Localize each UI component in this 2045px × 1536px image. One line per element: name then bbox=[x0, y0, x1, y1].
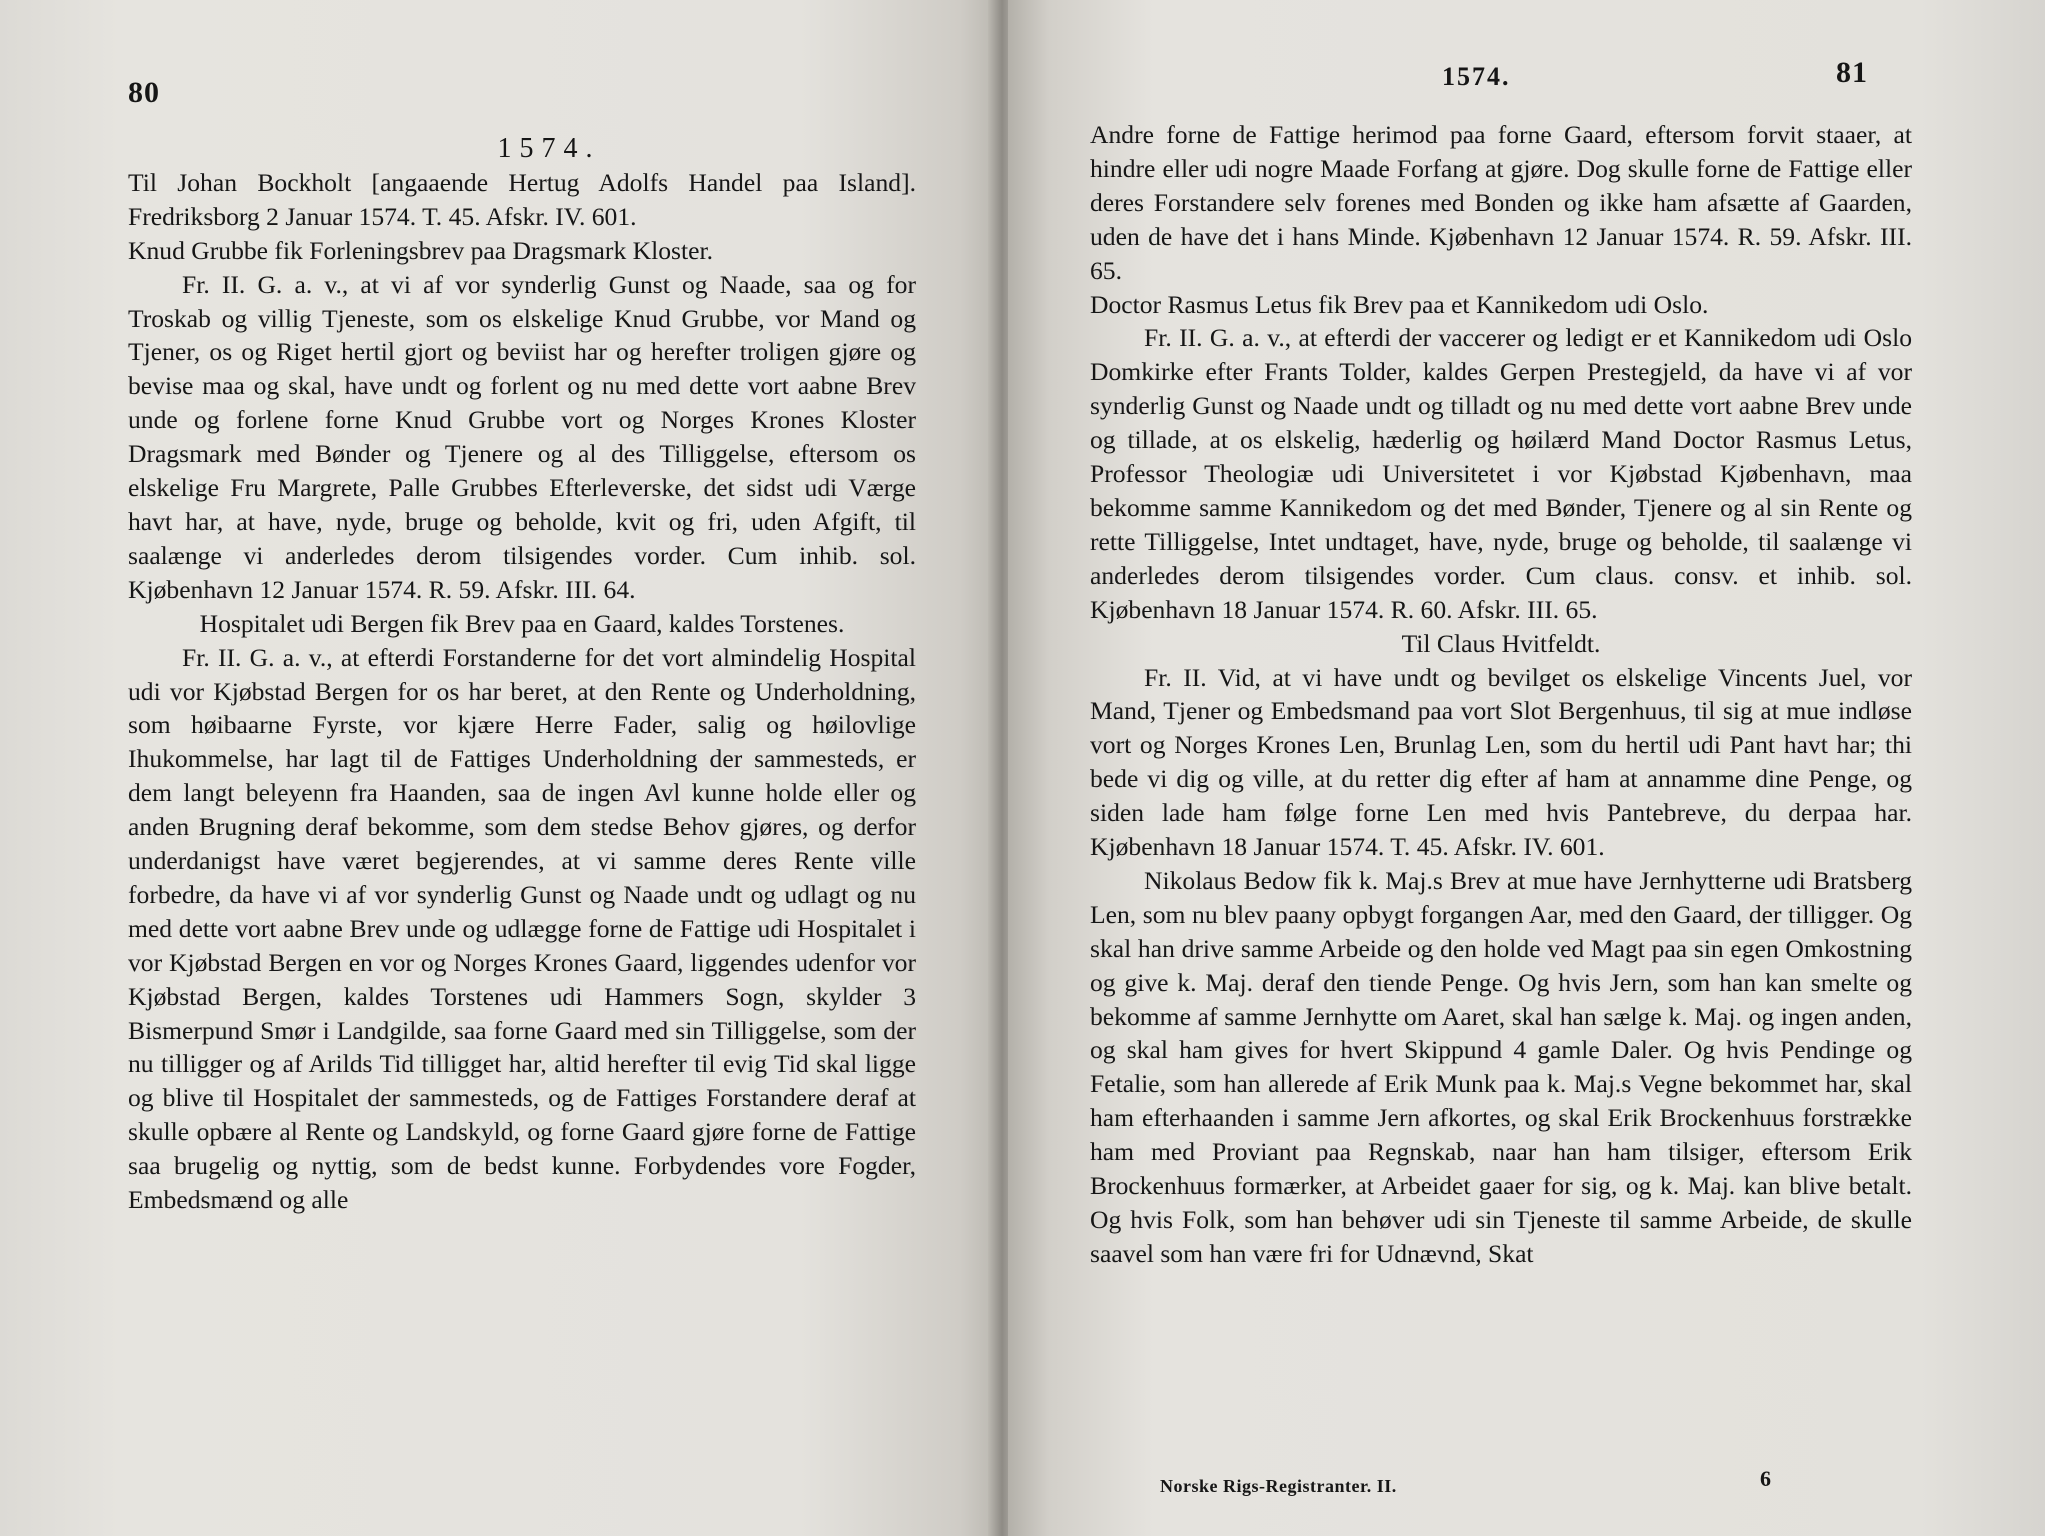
right-page-text bbox=[1090, 118, 1912, 1271]
entry-heading-centered: Hospitalet udi Bergen fik Brev paa en Gaard, kaldes Torstenes. bbox=[199, 608, 845, 638]
signature-mark: 6 bbox=[1760, 1466, 1771, 1491]
section-year-heading: 1574. bbox=[497, 133, 601, 164]
entry-heading-centered: Til Claus Hvitfeldt. bbox=[1401, 628, 1601, 658]
left-page-number: 80 bbox=[128, 76, 160, 109]
entry-body: Nikolaus Bedow fik k. Maj.s Brev at mue have Jernhytterne udi Bratsberg Len, som nu blev paany opbygt forgangen Aar, med den Gaard, der tilligger. Og skal han drive samme Arbeide og den holde ved Magt paa sin egen Omkostning og give k. Maj. deraf den tiende Penge. Og hvis Jern, som han kan smelte og bekomme af samme Jernhytte om Aaret, skal han sælge k. Maj. og ingen anden, og skal ham gives for hvert Skippund 4 gamle Daler. Og hvis Pendinge og Fetalie, som han allerede af Erik Munk paa k. Maj.s Vegne bekommet har, skal ham efterhaanden i samme Jern afkortes, og skal Erik Brockenhuus forstrække ham med Proviant paa Regnskab, naar han ham tilsiger, eftersom Erik Brockenhuus formærker, at Arbeidet gaaer for sig, og k. Maj. kan blive betalt. Og hvis Folk, som han behøver udi sin Tjeneste til samme Arbeide, de skulle saavel som han være fri for Udnævnd, Skat bbox=[1090, 865, 1912, 1268]
footer-signature-line: Norske Rigs-Registranter. II. bbox=[1160, 1476, 1397, 1496]
entry-body: Fr. II. Vid, at vi have undt og bevilget os elskelige Vincents Juel, vor Mand, Tjener og Embedsmand paa vort Slot Bergenhuus, til sig at mue indløse vort og Norges Krones Len, Brunlag Len, som du hertil udi Pant havt har; thi bede vi dig og ville, at du retter dig efter af ham at annamme dine Penge, og siden lade ham følge forne Len med hvis Pantebreve, du derpaa har. Kjøbenhavn 18 Januar 1574. T. 45. Afskr. IV. 601. bbox=[1090, 662, 1912, 862]
entry-body: Fr. II. G. a. v., at efterdi der vaccerer og ledigt er et Kannikedom udi Oslo Domkirke efter Frants Tolder, kaldes Gerpen Prestegjeld, da have vi af vor synderlig Gunst og Naade undt og tilladt og nu med dette vort aabne Brev unde og tillade, at os elskelig, hæderlig og høilærd Mand Doctor Rasmus Letus, Professor Theologiæ udi Universitetet i vor Kjøbstad Kjøbenhavn, maa bekomme samme Kannikedom og det med Bønder, Tjenere og al sin Rente og rette Tilliggelse, Intet undtaget, have, nyde, bruge og beholde, til saalænge vi anderledes derom tilsigendes vorder. Cum claus. consv. et inhib. sol. Kjøbenhavn 18 Januar 1574. R. 60. Afskr. III. 65. bbox=[1090, 323, 1912, 624]
entry-body: Fr. II. G. a. v., at efterdi Forstanderne for det vort almindelig Hospital udi vor Kjøbstad Bergen for os har beret, at den Rente og Underholdning, som høibaarne Fyrste, vor kjære Herre Fader, salig og høilovlige Ihukommelse, har lagt til de Fattiges Underholdning der sammesteds, er dem langt beleyenn fra Haanden, saa de ingen Avl kunne holde eller og anden Brugning deraf bekomme, som dem stedse Behov gjøres, og derfor underdanigst have været begjerendes, at vi samme deres Rente ville forbedre, da have vi af vor synderlig Gunst og Naade undt og udlagt og nu med dette vort aabne Brev unde og udlægge forne de Fattige udi Hospitalet i vor Kjøbstad Bergen en vor og Norges Krones Gaard, liggendes udenfor vor Kjøbstad Bergen, kaldes Torstenes udi Hammers Sogn, skylder 3 Bismerpund Smør i Landgilde, saa forne Gaard med sin Tilliggelse, som der nu tilligger og af Arilds Tid tilligget har, altid herefter til evig Tid skal ligge og blive til Hospitalet der sammesteds, og de Fattiges Forstandere deraf at skulle opbære al Rente og Landskyld, og forne Gaard gjøre forne de Fattige saa brugelig og nyttig, som de bedst kunne. Forbydendes vore Fogder, Embedsmænd og alle bbox=[128, 642, 916, 1215]
entry-body: Fr. II. G. a. v., at vi af vor synderlig Gunst og Naade, saa og for Troskab og villig Tjeneste, som os elskelige Knud Grubbe, vor Mand og Tjener, os og Riget hertil gjort og beviist har og herefter troligen gjøre og bevise maa og skal, have undt og forlent og nu med dette vort aabne Brev unde og forlene forne Knud Grubbe vort og Norges Krones Kloster Dragsmark med Bønder og Tjenere og al des Tilliggelse, eftersom os elskelige Fru Margrete, Palle Grubbes Efterleverske, det sidst udi Værge havt har, at have, nyde, bruge og beholde, kvit og fri, uden Afgift, til saalænge vi anderledes derom tilsigendes vorder. Cum inhib. sol. Kjøbenhavn 12 Januar 1574. R. 59. Afskr. III. 64. bbox=[128, 269, 916, 604]
entry-heading: Knud Grubbe fik Forleningsbrev paa Dragsmark Kloster. bbox=[128, 235, 713, 265]
right-page-number: 81 bbox=[1836, 56, 1868, 89]
entry-body: Andre forne de Fattige herimod paa forne Gaard, eftersom forvit staaer, at hindre eller udi nogre Maade Forfang at gjøre. Dog skulle forne de Fattige eller deres Forstandere selv forenes med Bonden og ikke ham afsætte af Gaarden, uden de have det i hans Minde. Kjøbenhavn 12 Januar 1574. R. 59. Afskr. III. 65. bbox=[1090, 120, 1912, 285]
running-head: 1574. bbox=[1442, 62, 1511, 91]
entry-heading: Til Johan Bockholt [angaaende Hertug Adolfs Handel paa Island]. Fredriksborg 2 Januar 1574. T. 45. Afskr. IV. 601. bbox=[128, 167, 916, 231]
entry-heading: Doctor Rasmus Letus fik Brev paa et Kannikedom udi Oslo. bbox=[1090, 289, 1709, 319]
left-page bbox=[0, 0, 1000, 1536]
right-page bbox=[1008, 0, 2045, 1536]
left-page-text bbox=[128, 132, 916, 1217]
